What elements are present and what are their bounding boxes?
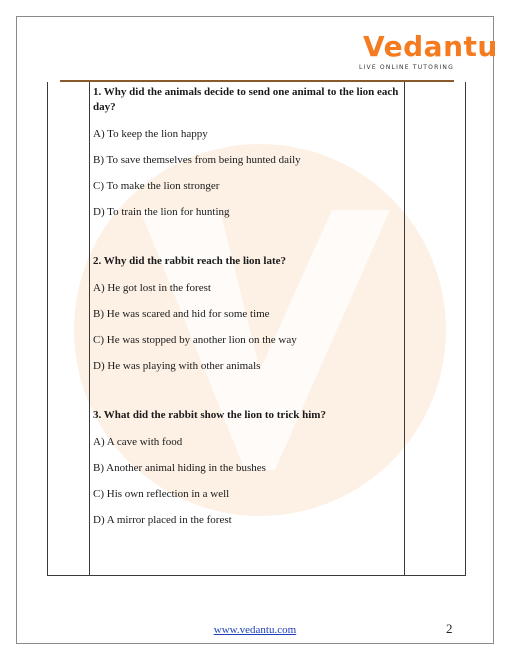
option-text: A) He got lost in the forest xyxy=(93,282,211,294)
question-block xyxy=(93,408,403,528)
question-block xyxy=(93,85,403,220)
question-list xyxy=(93,85,403,539)
option-text: A) A cave with food xyxy=(93,436,183,448)
option-text: C) He was stopped by another lion on the way xyxy=(93,334,297,346)
option-text: A) To keep the lion happy xyxy=(93,128,208,140)
question-text: 1. Why did the animals decide to send one animal to the lion each day? xyxy=(93,86,399,113)
question-text: 2. Why did the rabbit reach the lion late? xyxy=(93,255,287,267)
question-block xyxy=(93,254,403,374)
logo-wordmark: Vedantu xyxy=(363,30,498,63)
option-text: D) To train the lion for hunting xyxy=(93,206,230,218)
logo-tagline: LIVE ONLINE TUTORING xyxy=(359,64,454,71)
option-text: B) He was scared and hid for some time xyxy=(93,308,270,320)
table-column-divider xyxy=(89,82,90,575)
option-text: C) His own reflection in a well xyxy=(93,488,230,500)
page-number: 2 xyxy=(446,621,453,636)
question-text: 3. What did the rabbit show the lion to trick him? xyxy=(93,409,326,421)
option-text: C) To make the lion stronger xyxy=(93,180,220,192)
vedantu-logo[interactable] xyxy=(355,30,498,80)
option-text: D) A mirror placed in the forest xyxy=(93,514,232,526)
table-column-divider xyxy=(404,82,405,575)
footer-website-link[interactable]: www.vedantu.com xyxy=(213,624,297,636)
option-text: D) He was playing with other animals xyxy=(93,360,261,372)
option-text: B) To save themselves from being hunted daily xyxy=(93,154,301,166)
option-text: B) Another animal hiding in the bushes xyxy=(93,462,266,474)
